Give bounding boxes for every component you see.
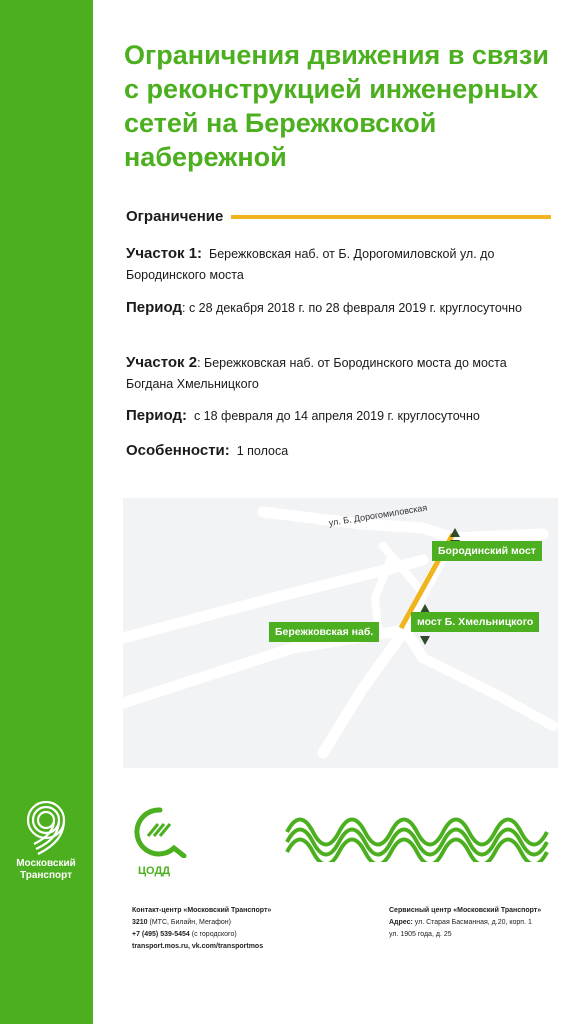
tag-khmelnitsky-bridge: мост Б. Хмельницкого: [411, 612, 539, 632]
address-label: Адрес:: [389, 919, 413, 926]
phone-note: (с городского): [189, 931, 237, 938]
road-southeast: [423, 658, 553, 726]
tag-borodinsky-bridge: Бородинский мост: [432, 541, 542, 561]
codd-logo: [132, 806, 192, 877]
contact-center-heading: Контакт-центр «Московский Транспорт»: [132, 907, 272, 914]
segment-2: [126, 352, 546, 395]
restriction-map: [123, 498, 558, 768]
features: [126, 440, 546, 462]
segment-2-text: : Бережковская наб. от Бородинского моста до моста Богдана Хмельницкого: [126, 356, 507, 391]
period-1-text: : с 28 декабря 2018 г. по 28 февраля 2019 г. круглосуточно: [182, 301, 522, 315]
street-label-dorogomilovskaya: ул. Б. Дорогомиловская: [328, 502, 428, 528]
period-1: [126, 297, 546, 319]
contact-center-block: [132, 905, 271, 953]
features-label: Особенности:: [126, 442, 230, 459]
segment-1-text: Бережковская наб. от Б. Дорогомиловской ул. до Бородинского моста: [126, 247, 495, 282]
phone-number[interactable]: +7 (495) 539-5454: [132, 931, 190, 938]
period-1-label: Период: [126, 299, 182, 316]
decorative-wave-pattern: [285, 802, 560, 862]
segment-1: [126, 243, 546, 286]
logo-name-line2: Транспорт: [19, 870, 73, 881]
codd-emblem-icon: [132, 806, 188, 858]
short-number: 3210: [132, 919, 148, 926]
green-sidebar: [0, 0, 93, 1024]
logo-name-line1: Московский: [16, 858, 76, 869]
codd-label: ЦОДД: [138, 865, 171, 877]
service-center-heading: Сервисный центр «Московский Транспорт»: [389, 907, 542, 914]
moscow-transport-logo: [10, 800, 82, 882]
restriction-label: Ограничение: [126, 208, 224, 225]
features-text: 1 полоса: [236, 444, 289, 458]
moscow-transport-nine-icon: [24, 800, 68, 856]
period-2-text: с 18 февраля до 14 апреля 2019 г. круглосуточно: [193, 409, 480, 423]
tag-berezhkovskaya-embankment: Бережковская наб.: [269, 622, 379, 642]
service-center-block: [389, 905, 541, 941]
heading-accent-line: [231, 215, 551, 219]
address-line-1: ул. Старая Басманная, д.20, корп. 1: [412, 919, 532, 926]
period-2: [126, 405, 546, 427]
road-south: [323, 630, 405, 753]
segment-1-label: Участок 1:: [126, 245, 203, 262]
address-line-2: ул. 1905 года, д. 25: [389, 931, 452, 938]
short-number-note: (МТС, Билайн, Мегафон): [147, 919, 231, 926]
website-links[interactable]: transport.mos.ru, vk.com/transportmos: [132, 943, 264, 950]
restriction-heading: [126, 208, 551, 225]
marker-khmelnitsky-bottom: [420, 636, 430, 645]
segment-2-label: Участок 2: [126, 354, 198, 371]
period-2-label: Период:: [126, 407, 187, 424]
page-title: Ограничения движения в связи с реконструкцией инженерных сетей на Бережковской набережной: [124, 40, 549, 172]
